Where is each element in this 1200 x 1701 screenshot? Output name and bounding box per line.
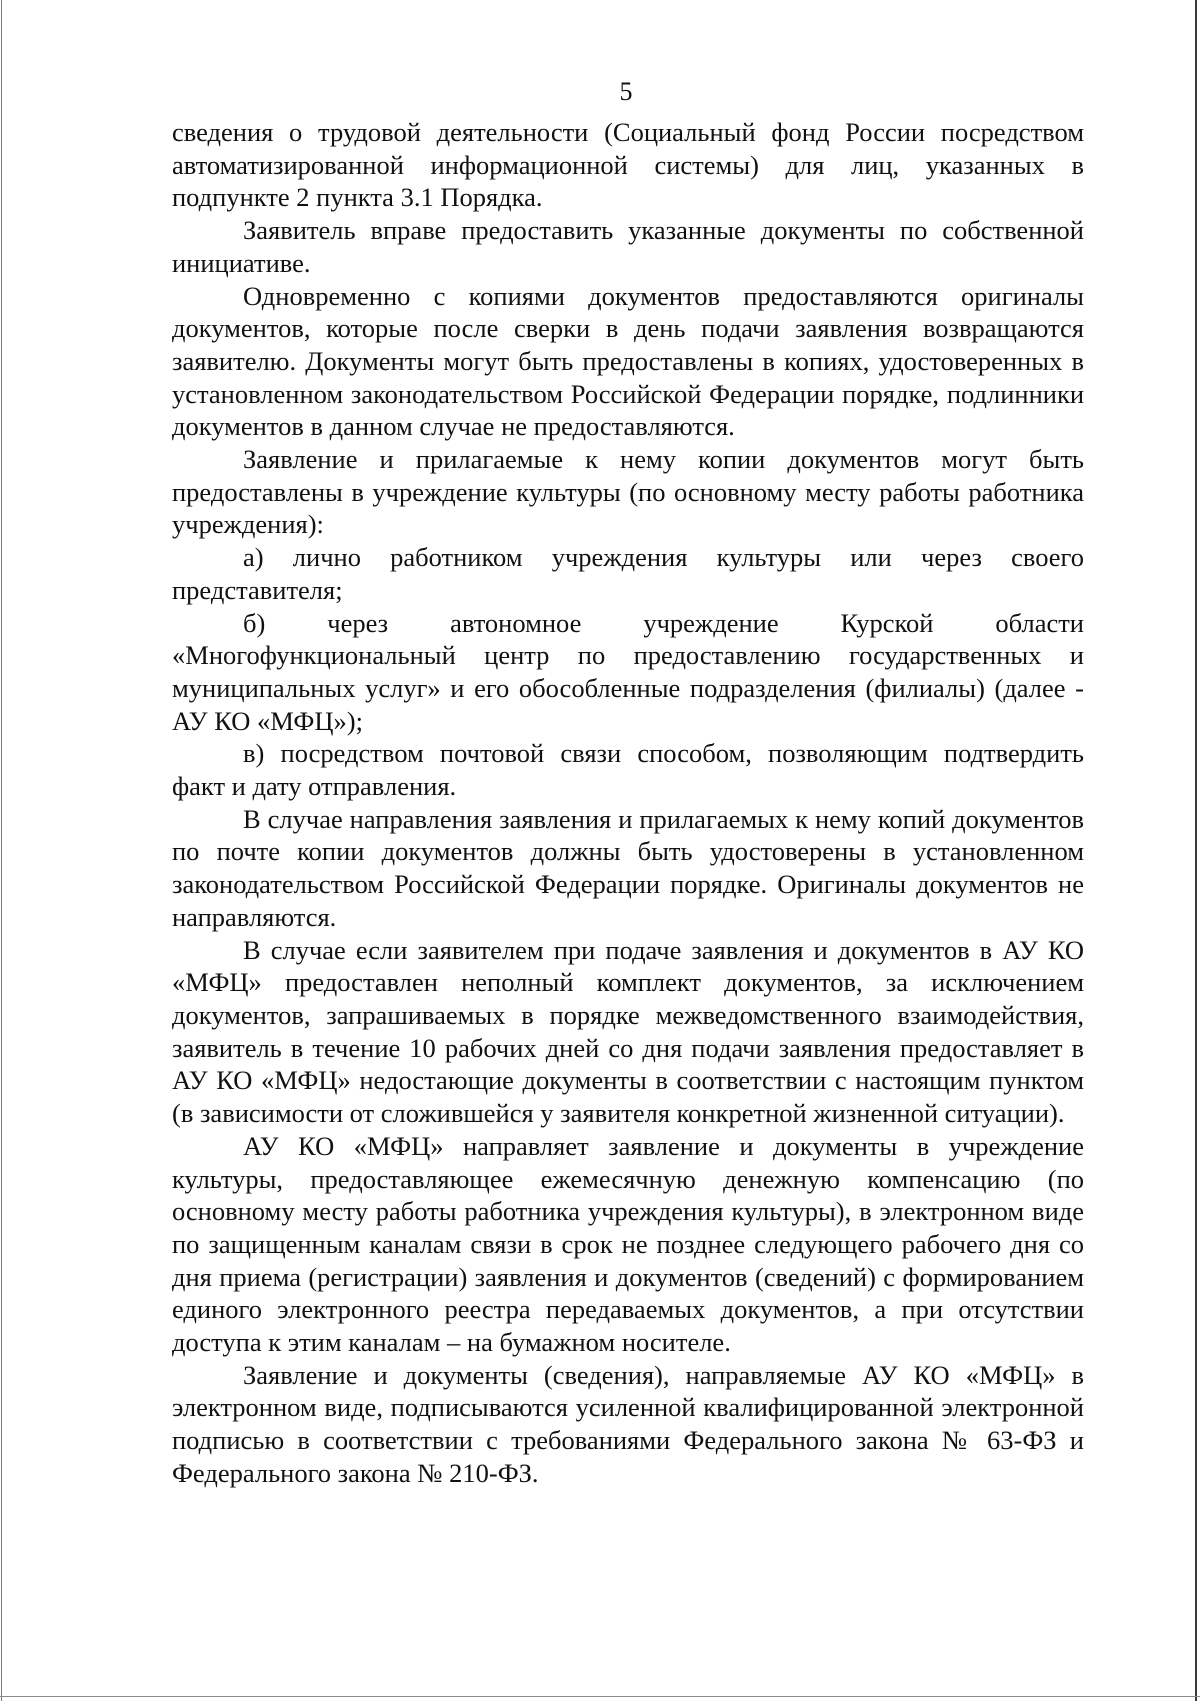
- document-body: [172, 116, 1084, 1490]
- scan-edge-bottom: [0, 1696, 1200, 1697]
- paragraph-originals: Одновременно с копиями документов предоставляются оригиналы документов, которые после сверки в день подачи заявления возвращаются заявителю. Документы могут быть предоставлены в копиях, удостоверенных в установленном законодательством Российской Федерации порядке, подлинники документов в данном случае не предоставляются.: [172, 280, 1084, 442]
- paragraph-submission-ways: Заявление и прилагаемые к нему копии документов могут быть предоставлены в учреждение культуры (по основному месту работы работника учреждения):: [172, 444, 1084, 540]
- scan-edge-left: [1, 0, 2, 1701]
- page-number: 5: [619, 77, 633, 106]
- paragraph-mfc-forwarding: АУ КО «МФЦ» направляет заявление и документы в учреждение культуры, предоставляющее ежемесячную денежную компенсацию (по основному месту работы работника учреждения культуры), в электронном виде по защищенным каналам связи в срок не позднее следующего рабочего дня со дня приема (регистрации) заявления и документов (сведений) с формированием единого электронного реестра передаваемых документов, а при отсутствии доступа к этим каналам – на бумажном носителе.: [172, 1130, 1084, 1358]
- paragraph-postal: В случае направления заявления и прилагаемых к нему копий документов по почте копии документов должны быть удостоверены в установленном законодательством Российской Федерации порядке. Оригиналы документов не направляются.: [172, 803, 1084, 932]
- list-item-c: в) посредством почтовой связи способом, позволяющим подтвердить факт и дату отправления.: [172, 738, 1084, 802]
- list-item-a: а) лично работником учреждения культуры или через своего представителя;: [172, 542, 1084, 605]
- paragraph-digital-signature: Заявление и документы (сведения), направляемые АУ КО «МФЦ» в электронном виде, подписываются усиленной квалифицированной электронной подписью в соответствии с требованиями Федерального закона № 63-ФЗ и Федерального закона № 210-ФЗ.: [172, 1359, 1084, 1488]
- paragraph-incomplete-set: В случае если заявителем при подаче заявления и документов в АУ КО «МФЦ» предоставлен неполный комплект документов, за исключением документов, запрашиваемых в порядке межведомственного взаимодействия, заявитель в течение 10 рабочих дней со дня подачи заявления предоставляет в АУ КО «МФЦ» недостающие документы в соответствии с настоящим пунктом (в зависимости от сложившейся у заявителя конкретной жизненной ситуации).: [172, 934, 1084, 1129]
- list-item-b: б) через автономное учреждение Курской области «Многофункциональный центр по предоставлению государственных и муниципальных услуг» и его обособленные подразделения (филиалы) (далее - АУ КО «МФЦ»);: [172, 607, 1084, 736]
- scan-edge-right: [1195, 0, 1197, 1701]
- paragraph-work-info: сведения о трудовой деятельности (Социальный фонд России посредством автоматизированной информационной системы) для лиц, указанных в подпункте 2 пункта 3.1 Порядка.: [172, 117, 1084, 213]
- paragraph-own-initiative: Заявитель вправе предоставить указанные документы по собственной инициативе.: [172, 215, 1084, 278]
